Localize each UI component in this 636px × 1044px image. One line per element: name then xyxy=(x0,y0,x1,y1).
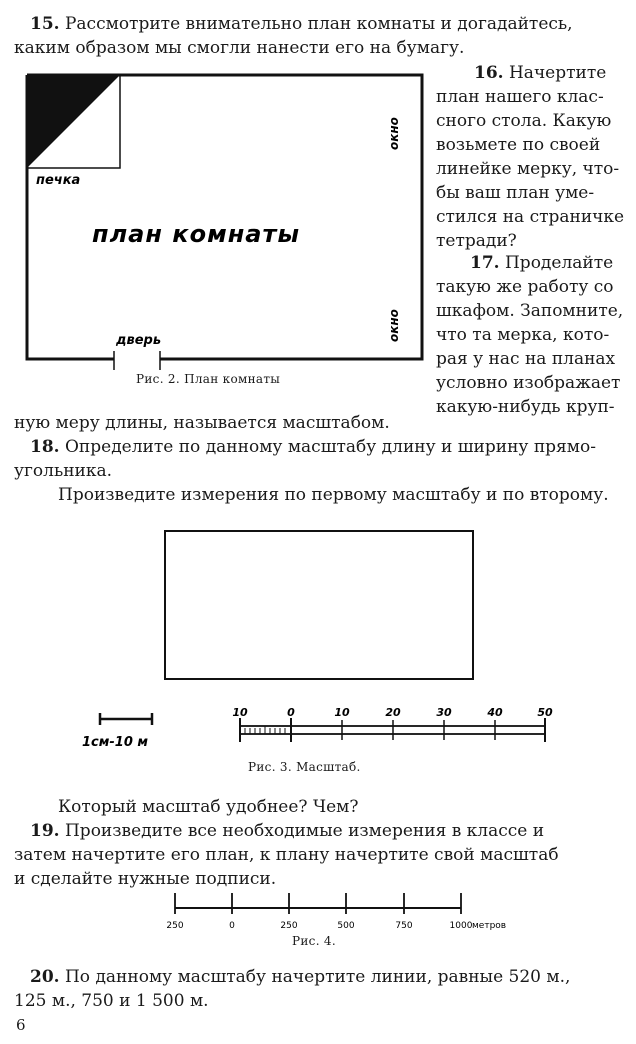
problem-18-text-2: угольника. xyxy=(14,461,113,481)
problem-15-number: 15. xyxy=(30,14,60,34)
scale4-tick-label: 250 xyxy=(166,921,184,931)
problem-18-line1 xyxy=(30,436,596,459)
window-label-top: окно xyxy=(387,117,401,150)
window-label-bottom: окно xyxy=(387,309,401,342)
problem-17-number: 17. xyxy=(470,253,500,273)
problem-19-line1 xyxy=(30,820,544,843)
scale3-tick-label: 20 xyxy=(385,706,401,719)
door-label: дверь xyxy=(116,333,162,348)
room-plan-figure xyxy=(20,72,430,392)
problem-20-number: 20. xyxy=(30,967,60,987)
problem-20-text-1: По данному масштабу начертите линии, равные 520 м., xyxy=(64,967,571,987)
small-scale-bar xyxy=(100,713,152,725)
plan-title: план комнаты xyxy=(92,220,301,248)
problem-17-text-2: шкафом. Запомните, xyxy=(436,301,624,321)
problem-17-text-4: рая у нас на планах xyxy=(436,349,616,369)
problem-15-line1 xyxy=(30,13,573,36)
problem-20-text-2: 125 м., 750 и 1 500 м. xyxy=(14,991,209,1011)
problem-20-line1 xyxy=(30,966,570,989)
problem-17-line1 xyxy=(470,252,613,275)
scale3-tick-label: 10 xyxy=(232,706,248,719)
stove-shape xyxy=(27,75,120,168)
problem-17-continuation: ную меру длины, называется масштабом. xyxy=(14,413,390,433)
problem-19-text-2: затем начертите его план, к плану начертите свой масштаб xyxy=(14,845,559,865)
figure-2-caption: Рис. 2. План комнаты xyxy=(136,372,281,386)
problem-17-text-1: такую же работу со xyxy=(436,277,614,297)
scale3-tick-label: 40 xyxy=(487,706,503,719)
problem-16-text-1: план нашего клас- xyxy=(436,87,604,107)
measure-rectangle xyxy=(164,530,474,680)
problem-16-text-7: тетради? xyxy=(436,231,517,251)
problem-15-text-2: каким образом мы смогли нанести его на бумагу. xyxy=(14,38,465,58)
problem-17-text-0: Проделайте xyxy=(504,253,614,273)
scale4-tick-label: 500 xyxy=(337,921,355,931)
problem-16-text-6: стился на страничке xyxy=(436,207,625,227)
problem-16-number: 16. xyxy=(474,63,504,83)
problem-16-text-0: Начертите xyxy=(508,63,607,83)
meter-scale-bar xyxy=(175,893,461,914)
problem-16-line1 xyxy=(474,62,606,85)
problem-16-text-2: сного стола. Какую xyxy=(436,111,612,131)
scale4-tick-label: 250 xyxy=(280,921,298,931)
problem-18-text-1: Определите по данному масштабу длину и ширину прямо- xyxy=(64,437,596,457)
problem-16-text-3: возьмете по своей xyxy=(436,135,601,155)
page-number: 6 xyxy=(16,1016,26,1034)
problem-17-text-6: какую-нибудь круп- xyxy=(436,397,615,417)
scale4-unit-label: метров xyxy=(472,921,507,931)
figure-4-caption: Рис. 4. xyxy=(292,934,336,948)
scale3-tick-label: 50 xyxy=(537,706,553,719)
scale4-tick-label: 0 xyxy=(229,921,235,931)
scale-figure-3 xyxy=(70,702,570,754)
scale-question: Который масштаб удобнее? Чем? xyxy=(58,797,359,817)
problem-17-text-3: что та мерка, кото- xyxy=(436,325,610,345)
small-scale-label: 1см-10 м xyxy=(82,735,149,750)
problem-19-number: 19. xyxy=(30,821,60,841)
scale3-tick-label: 0 xyxy=(287,706,295,719)
scale3-tick-label: 10 xyxy=(334,706,350,719)
problem-17-text-5: условно изображает xyxy=(436,373,621,393)
stove-label: печка xyxy=(36,173,81,188)
scale4-tick-label: 1000 xyxy=(449,921,473,931)
problem-19-text-1: Произведите все необходимые измерения в классе и xyxy=(64,821,545,841)
problem-18-number: 18. xyxy=(30,437,60,457)
figure-3-caption: Рис. 3. Масштаб. xyxy=(248,760,361,774)
scale3-tick-label: 30 xyxy=(436,706,452,719)
scale-figure-4 xyxy=(150,888,550,938)
problem-16-text-4: линейке мерку, что- xyxy=(436,159,620,179)
problem-15-text-1: Рассмотрите внимательно план комнаты и догадайтесь, xyxy=(64,14,573,34)
large-scale-bar xyxy=(240,718,545,742)
scale4-tick-label: 750 xyxy=(395,921,413,931)
problem-19-text-3: и сделайте нужные подписи. xyxy=(14,869,277,889)
problem-16-text-5: бы ваш план уме- xyxy=(436,183,595,203)
problem-18-text-3: Произведите измерения по первому масштабу и по второму. xyxy=(58,485,609,505)
